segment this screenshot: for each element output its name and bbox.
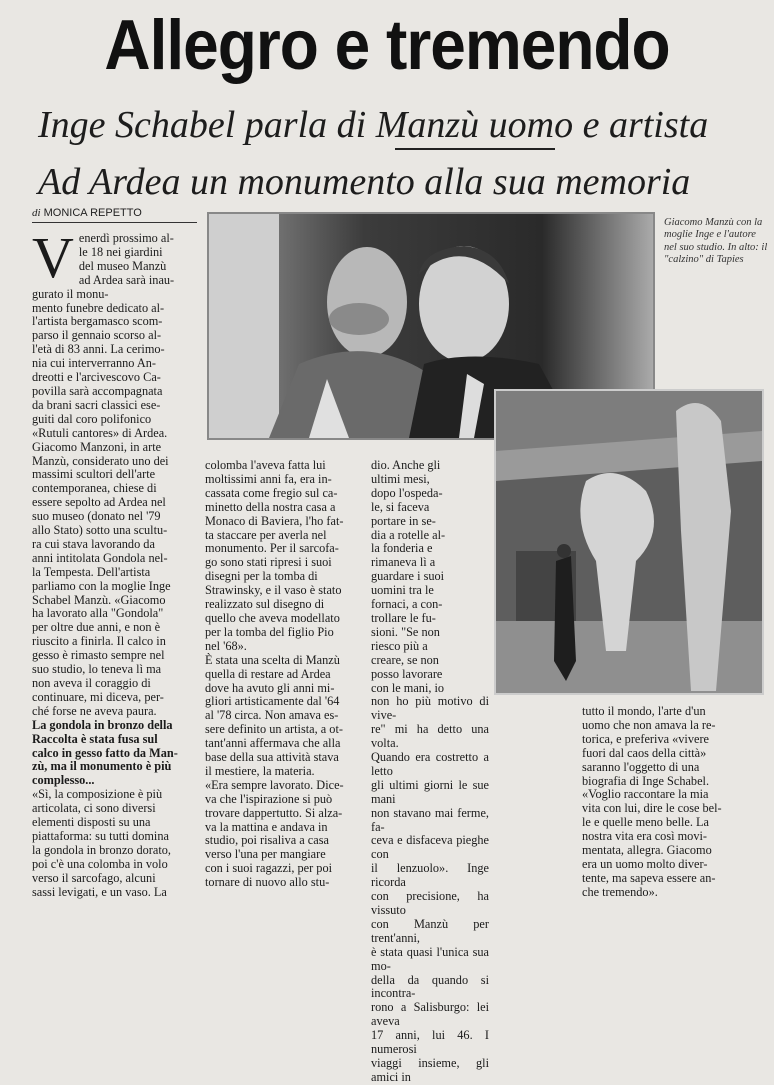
text-line: tornare di nuovo allo stu-	[205, 875, 330, 890]
text-line: non ho più motivo di vive-	[371, 694, 489, 723]
text-line: articolata, ci sono diversi	[32, 801, 156, 816]
text-line: riuscito a finirla. Il calco in	[32, 634, 166, 649]
text-line: ha lavorato alla "Gondola"	[32, 606, 164, 621]
photo-caption: Giacomo Manzù con la moglie Inge e l'autore nel suo studio. In alto: il "calzino" di Tapies	[664, 217, 768, 265]
article-column-1	[32, 225, 195, 900]
text-line: l'età di 83 anni. La cerimo-	[32, 342, 165, 357]
text-line: vita con lui, dire le cose bel-	[582, 801, 722, 816]
text-line: fornaci, a con-	[371, 597, 443, 612]
article-column-2	[205, 459, 362, 890]
text-line: ta staccare per averla nel	[205, 527, 327, 542]
byline-divider	[32, 222, 197, 223]
text-line: ceva e disfaceva pieghe con	[371, 833, 489, 862]
text-line: gliori artisticamente dal '64	[205, 694, 340, 709]
text-line: della da quando si incontra-	[371, 972, 489, 1001]
column-1-bold-question	[32, 719, 195, 789]
text-line: guiti dal coro polifonico	[32, 411, 152, 426]
text-line: verso il sarcofago, alcuni	[32, 870, 156, 885]
text-line: Quando era costretto a letto	[371, 750, 489, 778]
article-column-4	[582, 705, 758, 900]
dropcap: V	[32, 225, 74, 290]
text-line: da brani sacri classici ese-	[32, 397, 161, 412]
text-line: massimi scultori dell'arte	[32, 467, 156, 482]
text-line: va la mattina e andava in	[205, 819, 328, 834]
text-line: ultimi mesi,	[371, 471, 430, 486]
text-line: non stavano mai ferme, fa-	[371, 805, 489, 834]
text-line: È stata una scelta di Manzù	[205, 652, 340, 667]
text-line: uomo che non amava la re-	[582, 717, 716, 732]
text-line: dove ha avuto gli anni mi-	[205, 680, 335, 695]
text-line: la Tempesta. Dell'artista	[32, 564, 151, 579]
byline-prefix: di	[32, 207, 41, 219]
text-line: ché forse ne aveva paura.	[32, 703, 157, 718]
text-line: minetto della nostra casa a	[205, 499, 336, 514]
text-line: enerdì prossimo al-	[78, 231, 174, 245]
text-line: con Manzù per trent'anni,	[371, 916, 489, 945]
text-line: uomini tra le	[371, 583, 434, 598]
text-line: quella di restare ad Ardea	[205, 666, 331, 681]
text-line: continuare, mi diceva, per-	[32, 689, 164, 704]
text-line: guardare i suoi	[371, 569, 445, 584]
text-line: Giacomo Manzoni, in arte	[32, 439, 162, 454]
photo-sculpture-studio	[494, 389, 764, 695]
text-line: poi c'è una colomba in volo	[32, 856, 168, 871]
text-line: con i suoi ragazzi, per poi	[205, 861, 333, 876]
text-line: calco in gesso fatto da Man-	[32, 745, 178, 760]
text-line: il mestiere, la materia.	[205, 763, 315, 778]
text-line: le, si faceva	[371, 499, 430, 514]
text-line: il lenzuolo». Inge ricorda	[371, 861, 489, 890]
subtitle-line-1: Inge Schabel parla di Manzù uomo e artista	[38, 104, 709, 146]
headline: Allegro e tremendo	[104, 5, 670, 85]
text-line: realizzato sul disegno di	[205, 597, 325, 612]
text-line: era un uomo molto diver-	[582, 856, 708, 871]
text-line: che tremendo».	[582, 884, 658, 899]
text-line: nel '68».	[205, 638, 247, 653]
text-line: essere sepolto ad Ardea nel	[32, 495, 166, 510]
subtitle-line-2: Ad Ardea un monumento alla sua memoria	[38, 161, 691, 203]
text-line: piattaforma: su tutti domina	[32, 828, 169, 843]
text-line: rono a Salisburgo: lei aveva	[371, 1000, 489, 1029]
text-line: ad Ardea sarà inau-	[78, 272, 175, 287]
text-line: «Era sempre lavorato. Dice-	[205, 777, 344, 792]
text-line: torica, e preferiva «vivere	[582, 731, 709, 746]
text-line: tutto il mondo, l'arte d'un	[582, 704, 706, 718]
text-line: «Sì, la composizione è più	[32, 787, 163, 802]
text-line: per oltre due anni, e non è	[32, 620, 161, 635]
text-line: va che l'ispirazione si può	[205, 791, 333, 806]
subtitle-underline	[395, 148, 555, 150]
text-line: le e quelle meno belle. La	[582, 815, 710, 830]
text-line: mento funebre dedicato al-	[32, 300, 165, 315]
column-1-text	[32, 225, 195, 719]
text-line: gli ultimi giorni le sue mani	[371, 777, 489, 806]
text-line: studio, poi risaliva a casa	[205, 833, 329, 848]
text-line: biografia di Inge Schabel.	[582, 773, 710, 788]
text-line: La gondola in bronzo della	[32, 717, 173, 732]
text-line: suo museo (donato nel '79	[32, 509, 161, 524]
text-line: viaggi insieme, gli amici in	[371, 1055, 489, 1084]
text-line: go sono stati ripresi i suoi	[205, 555, 332, 570]
text-line: con le mani, io	[371, 680, 445, 695]
text-line: Manzù, considerato uno dei	[32, 453, 169, 468]
column-3-text	[371, 459, 489, 1085]
text-line: parliamo con la moglie Inge	[32, 578, 171, 593]
text-line: sioni. "Se non	[371, 624, 440, 639]
photo-sculpture-studio-image	[496, 391, 762, 693]
text-line: per la tomba del figlio Pio	[205, 624, 334, 639]
text-line: tant'anni affermava che alla	[205, 736, 341, 751]
article-column-3	[371, 459, 489, 1085]
column-1-answer	[32, 788, 195, 899]
text-line: monumento. Per il sarcofa-	[205, 541, 339, 556]
text-line: ra cui stava lavorando da	[32, 536, 155, 551]
text-line: sere definito un artista, a ot-	[205, 722, 343, 737]
text-line: base della sua attività stava	[205, 750, 339, 765]
text-line: la gondola in bronzo dorato,	[32, 842, 171, 857]
text-line: è stata quasi l'unica sua mo-	[371, 944, 489, 973]
text-line: Schabel Manzù. «Giacomo	[32, 592, 166, 607]
text-line: nia cui interverranno An-	[32, 356, 156, 371]
byline-author: MONICA REPETTO	[43, 207, 142, 219]
text-line: contemporanea, chiese di	[32, 481, 157, 496]
text-line: re" mi ha detto una volta.	[371, 722, 489, 751]
text-line: zù, ma il monumento è più	[32, 759, 172, 774]
text-line: colomba l'aveva fatta lui	[205, 458, 326, 472]
text-line: portare in se-	[371, 513, 436, 528]
text-line: gesso è rimasto sempre nel	[32, 648, 165, 663]
text-line: posso lavorare	[371, 666, 443, 681]
text-line: povilla sarà accompagnata	[32, 383, 163, 398]
text-line: Monaco di Baviera, l'ho fat-	[205, 513, 344, 528]
text-line: complesso...	[32, 773, 95, 788]
text-line: «Voglio raccontare la mia	[582, 787, 709, 802]
text-line: rimaneva lì a	[371, 555, 436, 570]
text-line: nostra vita era così movi-	[582, 829, 707, 844]
column-2-text	[205, 459, 362, 890]
text-line: dia a rotelle al-	[371, 527, 446, 542]
text-line: gurato il monu-	[32, 286, 109, 301]
text-line: non aveva il coraggio di	[32, 676, 151, 690]
text-line: riesco più a	[371, 638, 428, 653]
text-line: sassi levigati, e un vaso. La	[32, 884, 167, 899]
text-line: cassata come fregio sul ca-	[205, 485, 338, 500]
text-line: anni intitolata Gondola nel-	[32, 550, 168, 565]
text-line: fuori dal caos della città»	[582, 745, 707, 760]
text-line: mentata, allegra. Giacomo	[582, 843, 712, 858]
text-line: del museo Manzù	[78, 258, 167, 273]
text-line: con precisione, ha vissuto	[371, 889, 489, 917]
text-line: verso l'una per mangiare	[205, 847, 326, 862]
text-line: creare, se non	[371, 652, 439, 667]
text-line: al '78 circa. Non amava es-	[205, 708, 339, 723]
text-line: elementi disposti su una	[32, 815, 151, 830]
text-line: 17 anni, lui 46. I numerosi	[371, 1028, 489, 1057]
text-line: suo studio, lo teneva lì ma	[32, 662, 162, 677]
text-line: Raccolta è stata fusa sul	[32, 731, 158, 746]
text-line: le 18 nei giardini	[78, 244, 163, 259]
column-4-text	[582, 705, 758, 900]
text-line: l'artista bergamasco scom-	[32, 314, 163, 329]
text-line: dio. Anche gli	[371, 458, 441, 472]
byline	[32, 207, 142, 219]
text-line: moltissimi anni fa, era in-	[205, 471, 332, 486]
text-line: trollare le fu-	[371, 610, 436, 625]
text-line: saranno l'oggetto di una	[582, 759, 700, 774]
text-line: allo Stato) sotto una scultu-	[32, 523, 168, 538]
text-line: disegni per la tomba di	[205, 569, 318, 584]
text-line: dopo l'ospeda-	[371, 485, 443, 500]
text-line: «Rutuli cantores» di Ardea.	[32, 425, 168, 440]
text-line: tente, ma sapeva essere an-	[582, 870, 716, 885]
text-line: quello che aveva modellato	[205, 610, 340, 625]
text-line: trovare dappertutto. Si alza-	[205, 805, 343, 820]
text-line: dreotti e l'arcivescovo Ca-	[32, 370, 161, 385]
text-line: parso il gennaio scorso al-	[32, 328, 162, 343]
text-line: la fonderia e	[371, 541, 433, 556]
text-line: Strawinsky, e il vaso è stato	[205, 583, 342, 598]
